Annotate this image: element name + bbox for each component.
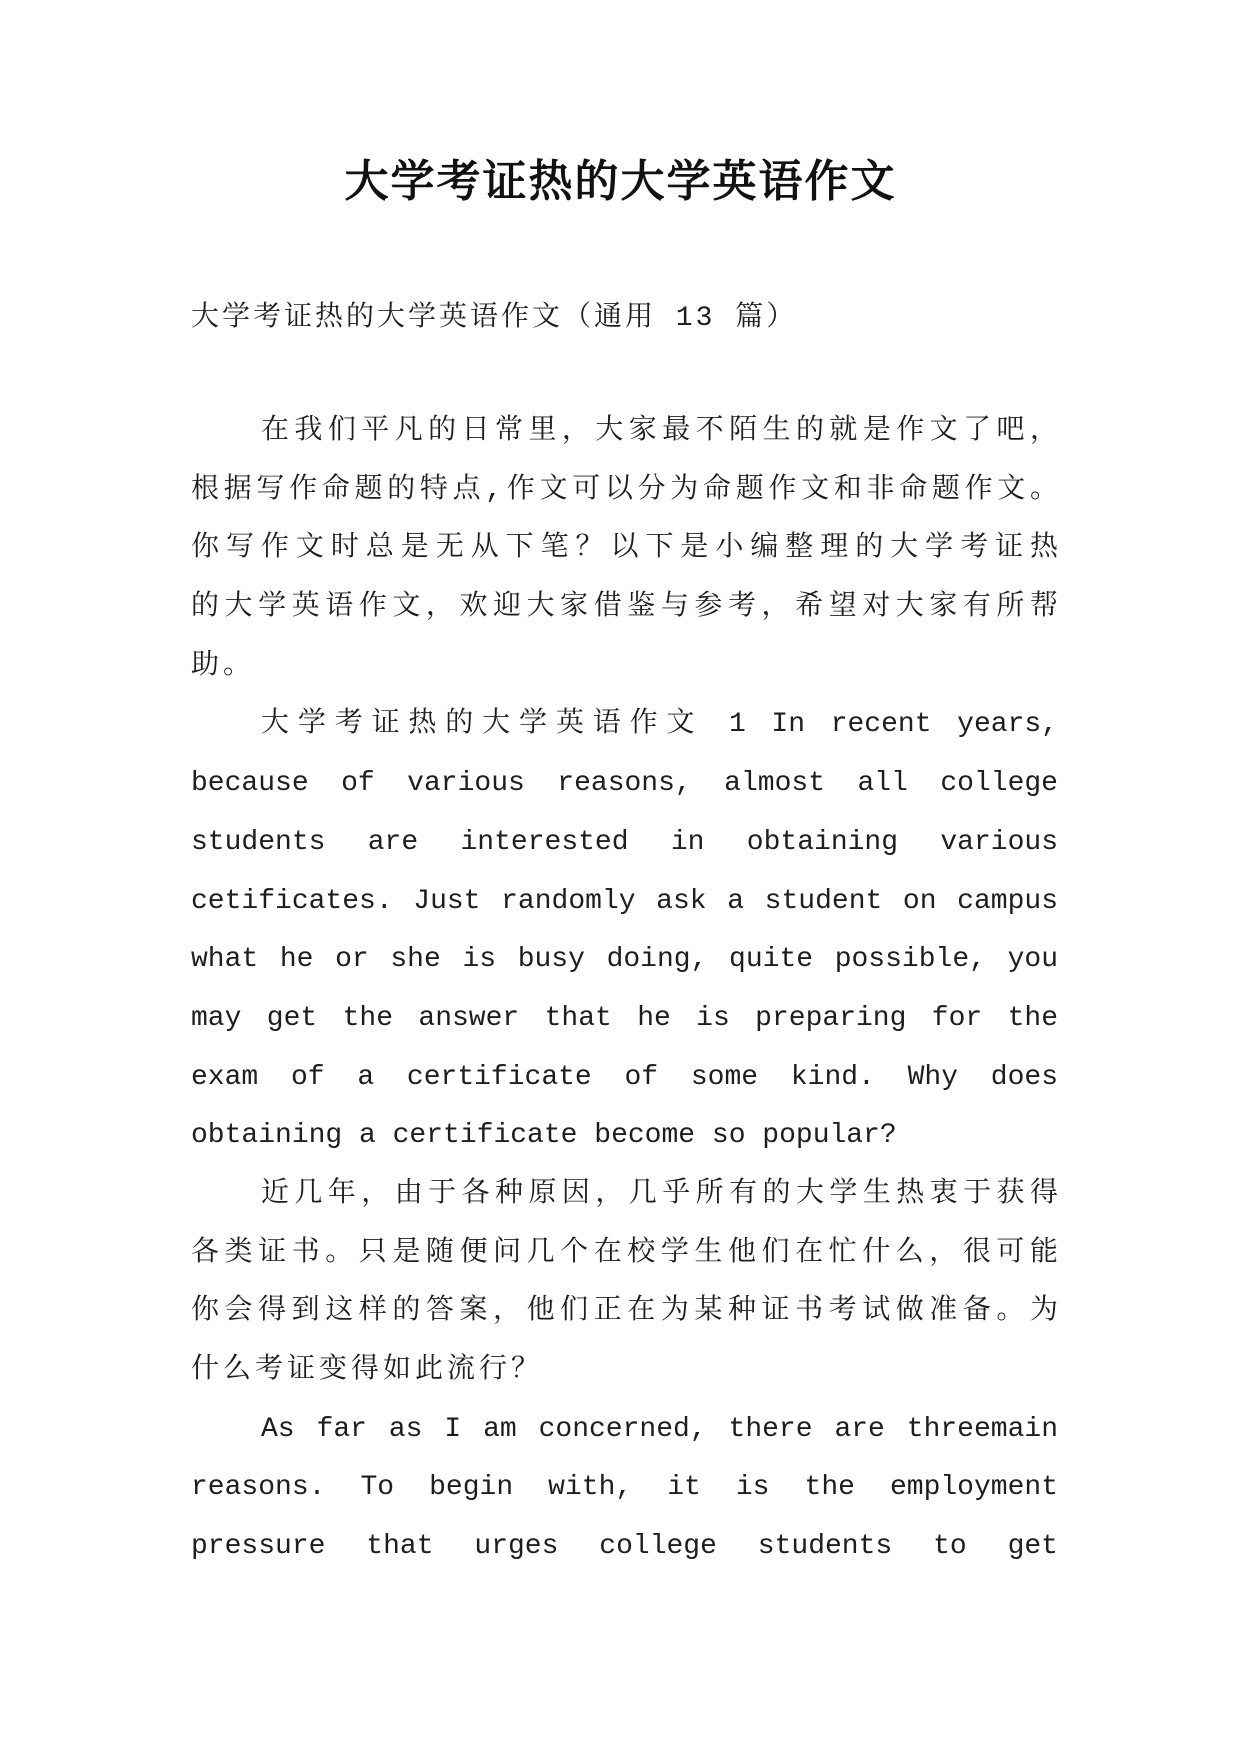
text-line: 在我们平凡的日常里，大家最不陌生的就是作文了吧， bbox=[261, 416, 1058, 447]
text-line: what he or she is busy doing, quite possible, you bbox=[191, 944, 1058, 976]
text-line: reasons. To begin with, it is the employment bbox=[191, 1472, 1058, 1504]
document-subtitle: 大学考证热的大学英语作文（通用 13 篇） bbox=[191, 303, 798, 334]
document-body bbox=[191, 403, 1058, 1577]
text-line: 近几年，由于各种原因，几乎所有的大学生热衷于获得 bbox=[261, 1178, 1058, 1210]
text-line: 助。 bbox=[191, 650, 256, 682]
text-line: because of various reasons, almost all college bbox=[191, 768, 1058, 800]
text-line: 大学考证热的大学英语作文 1 In recent years, bbox=[261, 709, 1058, 741]
text-line: obtaining a certificate become so popular? bbox=[191, 1120, 897, 1152]
text-line: 的大学英语作文，欢迎大家借鉴与参考，希望对大家有所帮 bbox=[191, 592, 1058, 624]
text-line: 各类证书。只是随便问几个在校学生他们在忙什么，很可能 bbox=[191, 1237, 1058, 1269]
paragraph bbox=[191, 1401, 1058, 1577]
text-line: exam of a certificate of some kind. Why does bbox=[191, 1061, 1058, 1093]
text-line: As far as I am concerned, there are threemain bbox=[261, 1413, 1058, 1445]
text-line: cetificates. Just randomly ask a student on campus bbox=[191, 885, 1058, 917]
text-line: 什么考证变得如此流行？ bbox=[191, 1355, 544, 1386]
paragraph bbox=[191, 403, 1058, 696]
paragraph bbox=[191, 696, 1058, 1166]
text-line: 根据写作命题的特点,作文可以分为命题作文和非命题作文。 bbox=[191, 474, 1058, 506]
text-line: 你会得到这样的答案，他们正在为某种证书考试做准备。为 bbox=[191, 1296, 1058, 1328]
text-line: may get the answer that he is preparing for the bbox=[191, 1002, 1058, 1034]
text-line: pressure that urges college students to get bbox=[191, 1531, 1058, 1563]
text-line: 你写作文时总是无从下笔？以下是小编整理的大学考证热 bbox=[191, 533, 1058, 565]
paragraph bbox=[191, 1166, 1058, 1401]
text-line: students are interested in obtaining various bbox=[191, 826, 1058, 858]
document-title: 大学考证热的大学英语作文 bbox=[344, 156, 897, 207]
